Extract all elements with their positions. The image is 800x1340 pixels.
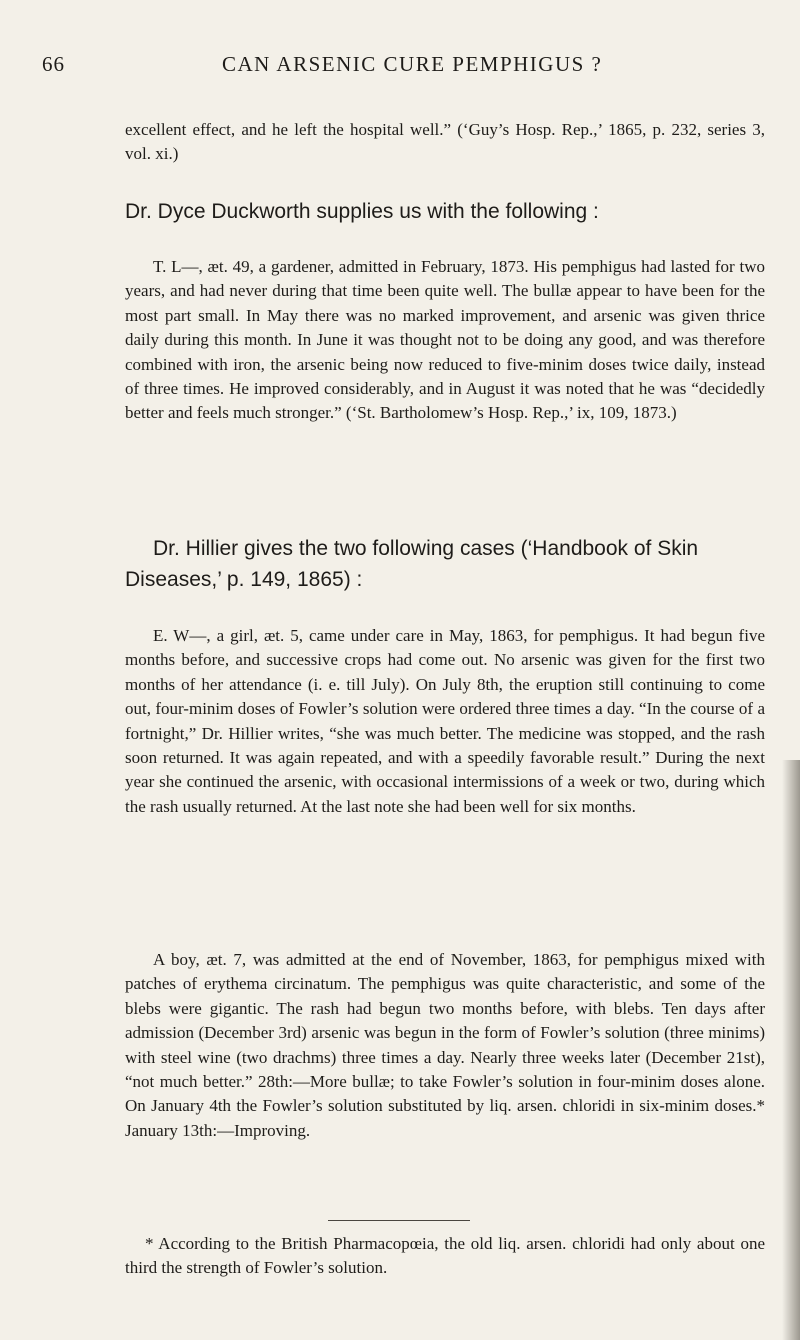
section-lead-hillier: Dr. Hillier gives the two following cases (‘Handbook of Skin Diseases,’ p. 149, 1865) : (125, 537, 699, 591)
paragraph-continuation: excellent effect, and he left the hospital well.” (‘Guy’s Hosp. Rep.,’ 1865, p. 232, series 3, vol. xi.) (125, 120, 765, 164)
page-number: 66 (42, 52, 65, 76)
footnote-divider (328, 1220, 470, 1221)
paragraph-case-boy: A boy, æt. 7, was admitted at the end of November, 1863, for pemphigus mixed with patches of erythema circinatum. The pemphigus was quite characteristic, and some of the blebs were gigantic. The rash had begun two months before, with blebs. Ten days after admission (December 3rd) arsenic was begun in the form of Fowler’s solution (three minims) with steel wine (two drachms) three times a day. Nearly three weeks later (December 21st), “not much better.” 28th:—More bullæ; to take Fowler’s solution in four-minim doses alone. On January 4th the Fowler’s solution substituted by liq. arsen. chloridi in six-minim doses.* January 13th:—Improving. (125, 950, 765, 1140)
section-lead-duckworth: Dr. Dyce Duckworth supplies us with the following : (125, 200, 599, 223)
running-head: CAN ARSENIC CURE PEMPHIGUS ? (222, 52, 603, 76)
page-edge-shadow (782, 760, 800, 1340)
paragraph-case-tl: T. L—, æt. 49, a gardener, admitted in February, 1873. His pemphigus had lasted for two years, and had never during that time been quite well. The bullæ appear to have been for the most part small. In May there was no marked improvement, and arsenic was given thrice daily during this month. In June it was thought not to be doing any good, and was therefore combined with iron, the arsenic being now reduced to five-minim doses twice daily, instead of three times. He improved considerably, and in August it was noted that he was “decidedly better and feels much stronger.” (‘St. Bartholomew’s Hosp. Rep.,’ ix, 109, 1873.) (125, 257, 765, 423)
paragraph-case-ew: E. W—, a girl, æt. 5, came under care in May, 1863, for pemphigus. It had begun five months before, and successive crops had come out. No arsenic was given for the first two months of her attendance (i. e. till July). On July 8th, the eruption still continuing to come out, four-minim doses of Fowler’s solution were ordered three times a day. “In the course of a fortnight,” Dr. Hillier writes, “she was much better. The medicine was stopped, and the rash soon returned. It was again repeated, and with a speedily favorable result.” During the next year she continued the arsenic, with occasional intermissions of a week or two, during which the rash usually returned. At the last note she had been well for six months. (125, 626, 765, 816)
footnote: * According to the British Pharmacopœia, the old liq. arsen. chloridi had only about one third the strength of Fowler’s solution. (125, 1234, 765, 1277)
